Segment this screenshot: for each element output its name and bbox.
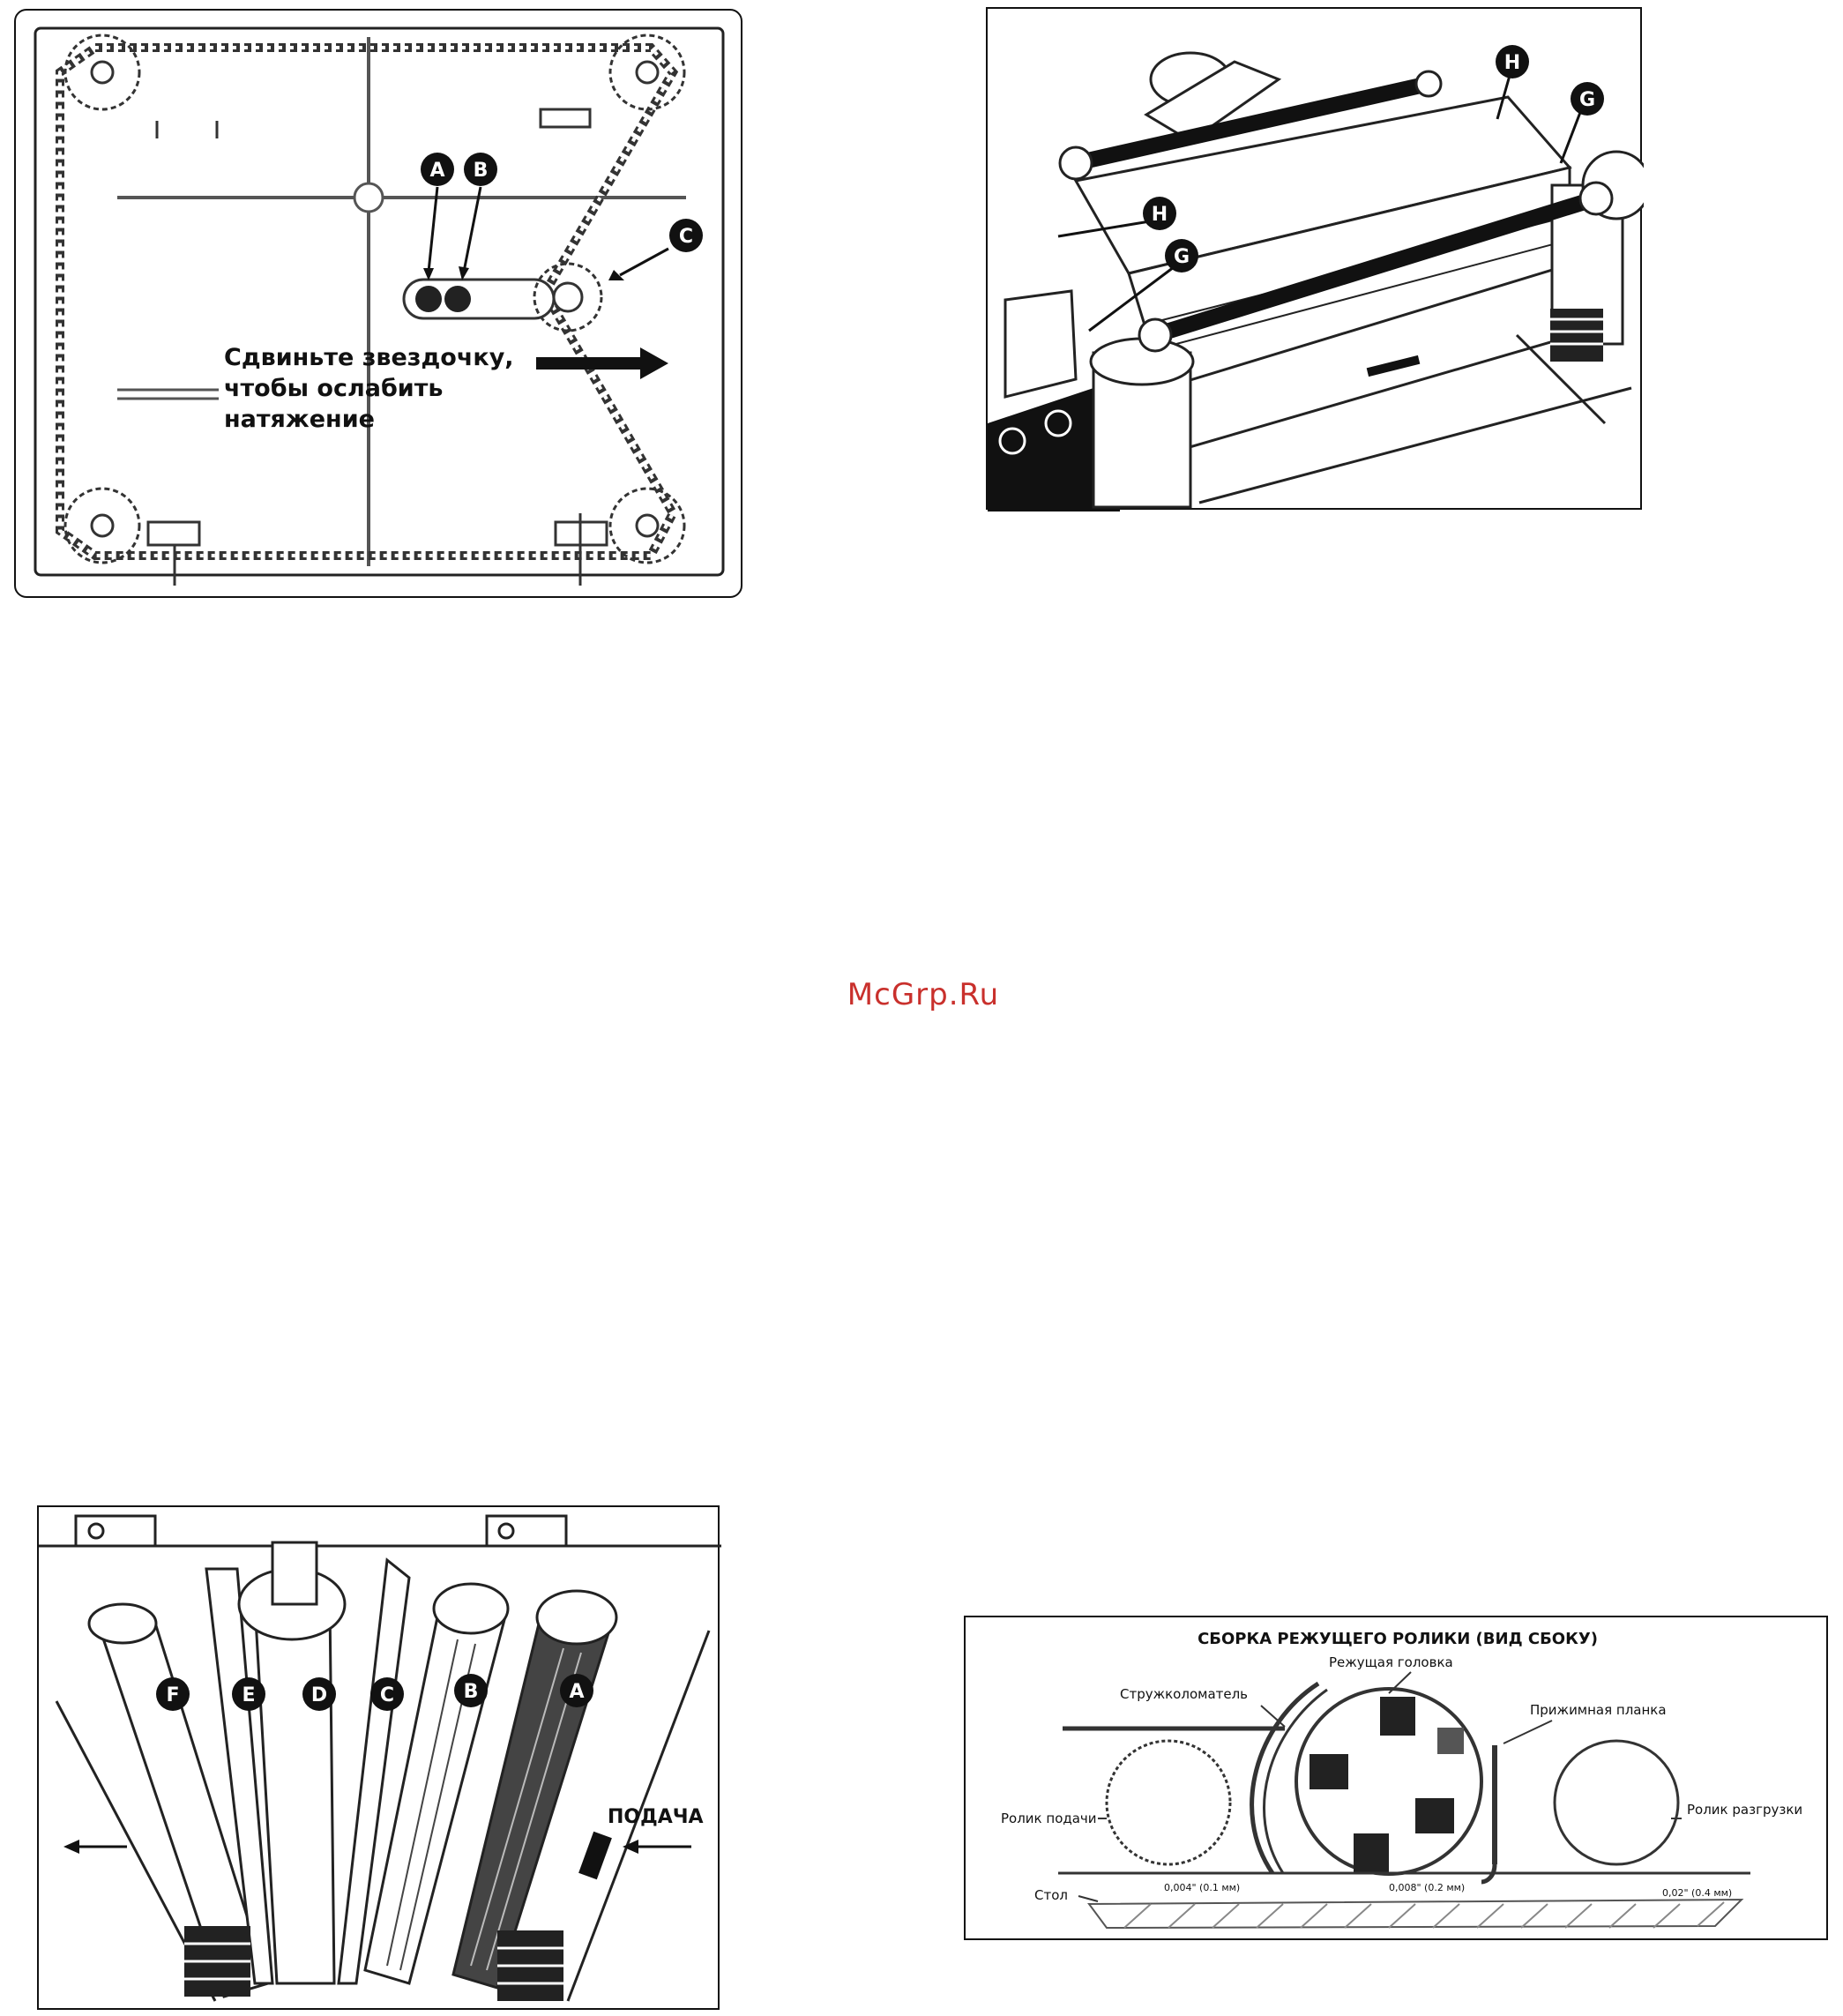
callout-a: A <box>429 160 445 182</box>
figure-chain-drive <box>14 9 742 598</box>
label-table: Стол <box>1034 1887 1068 1903</box>
watermark-text: McGrp.Ru <box>847 977 1000 1012</box>
label-infeed-roller: Ролик подачи <box>1001 1811 1097 1826</box>
dimension-outfeed: 0,02" (0.4 мм) <box>1662 1887 1733 1899</box>
figure-planer-rollers <box>986 7 1642 510</box>
callout-h-front: H <box>1151 204 1168 226</box>
label-cutterhead: Режущая головка <box>1329 1654 1453 1670</box>
callout-e: E <box>242 1684 256 1706</box>
instruction-line-3: натяжение <box>224 406 375 433</box>
column-spring <box>1550 309 1603 362</box>
dimension-cutterhead: 0,008" (0.2 мм) <box>1389 1882 1466 1893</box>
label-chipbreaker: Стружколоматель <box>1120 1686 1249 1702</box>
figure-cutterhead-assembly <box>964 1616 1828 1940</box>
planer-rollers-drawing <box>988 9 1644 511</box>
dimension-infeed: 0,004" (0.1 мм) <box>1164 1882 1241 1893</box>
label-pressure-bar: Прижимная планка <box>1530 1702 1667 1718</box>
feed-rollers-drawing <box>39 1507 721 2012</box>
chain-drive-drawing <box>16 11 744 600</box>
callout-g-top: G <box>1578 89 1596 111</box>
callout-f: F <box>166 1684 180 1706</box>
label-outfeed-roller: Ролик разгрузки <box>1687 1802 1803 1818</box>
sprocket-bottom-left <box>65 489 139 563</box>
instruction-line-2: чтобы ослабить <box>224 375 444 402</box>
callout-b: B <box>473 160 489 182</box>
callout-b: B <box>463 1681 479 1703</box>
callout-a: A <box>569 1681 585 1703</box>
feed-direction-label: ПОДАЧА <box>608 1806 704 1828</box>
infeed-roller <box>1107 1741 1230 1864</box>
callout-c: C <box>678 226 694 248</box>
figure-feed-rollers <box>37 1505 720 2010</box>
callout-c: C <box>379 1684 395 1706</box>
cutterhead-title: СБОРКА РЕЖУЩЕГО РОЛИКИ (ВИД СБОКУ) <box>1198 1630 1598 1648</box>
callout-g-front: G <box>1173 246 1190 268</box>
callout-d: D <box>310 1684 328 1706</box>
instruction-line-1: Сдвиньте звездочку, <box>224 344 514 371</box>
callout-h-top: H <box>1504 52 1521 74</box>
cutterhead-assembly-drawing <box>966 1617 1830 1942</box>
outfeed-roller <box>1555 1741 1678 1864</box>
